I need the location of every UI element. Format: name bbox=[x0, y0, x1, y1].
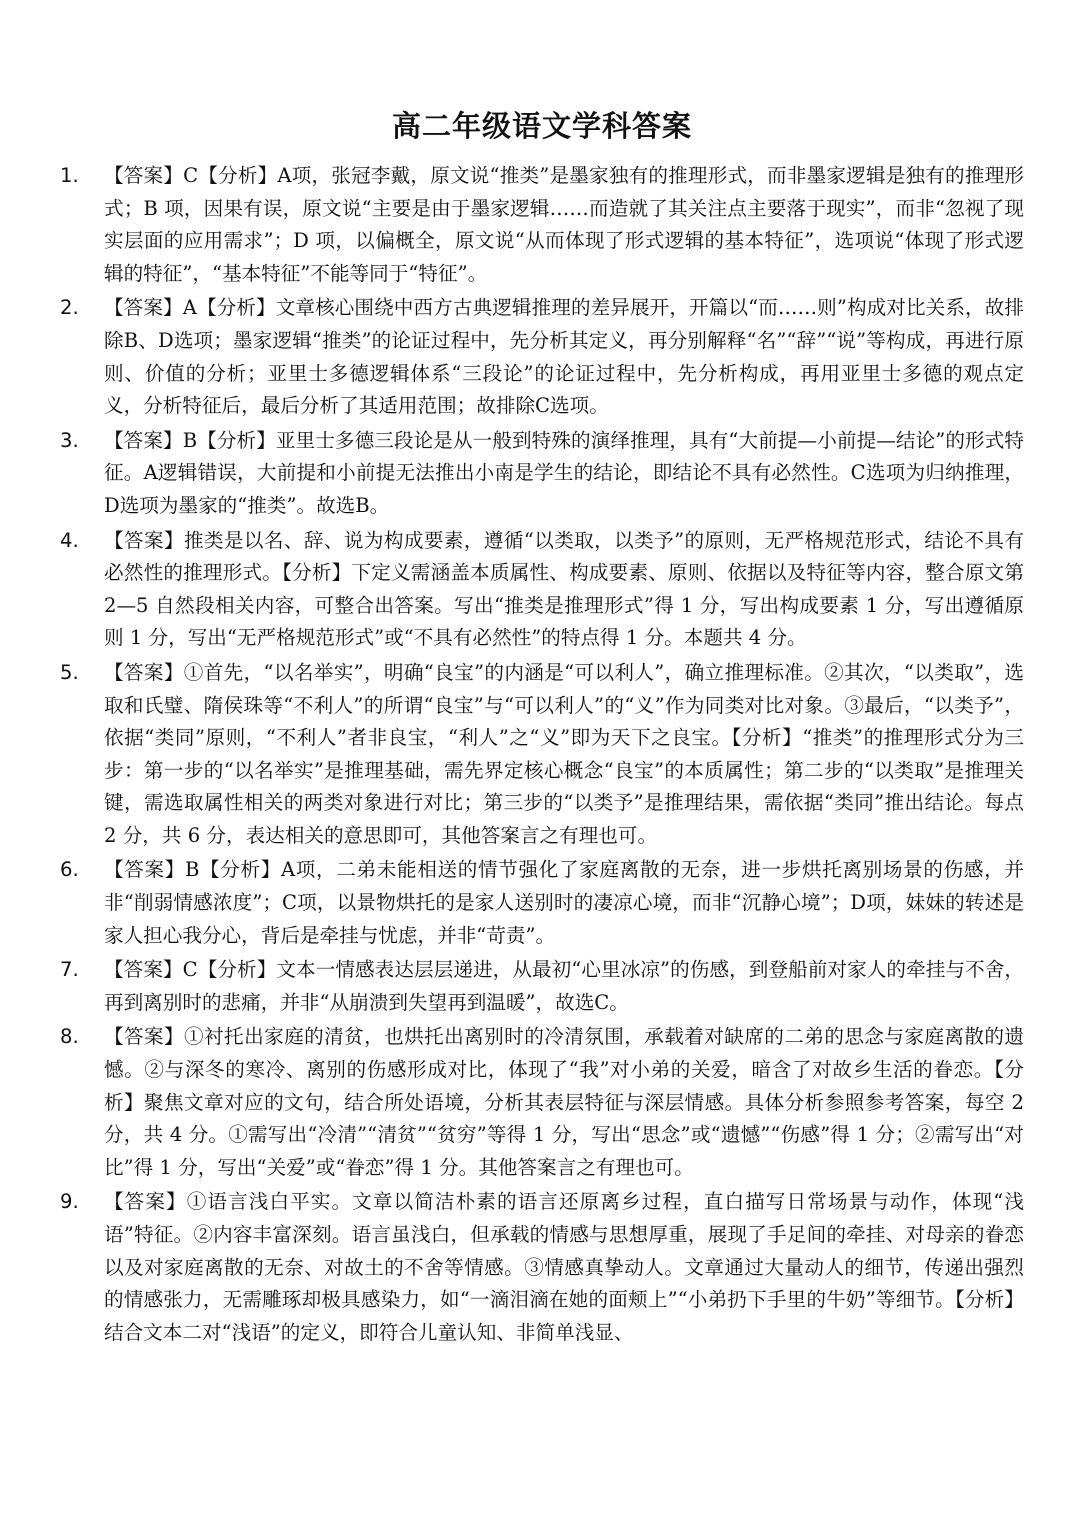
answer-number: 1. bbox=[60, 164, 79, 187]
answer-text: 【答案】①语言浅白平实。文章以简洁朴素的语言还原离乡过程，直白描写日常场景与动作，体现“浅语”特征。②内容丰富深刻。语言虽浅白，但承载的情感与思想厚重，展现了手足间的牵挂、对母亲的眷恋以及对家庭离散的无奈、对故土的不舍等情感。③情感真挚动人。文章通过大量动人的细节，传递出强烈的情感张力，无需雕琢却极具感染力，如“一滴泪滴在她的面颊上”“小弟扔下手里的牛奶”等细节。【分析】结合文本二对“浅语”的定义，即符合儿童认知、非简单浅显、 bbox=[104, 1190, 1024, 1344]
answer-item-7 bbox=[60, 954, 1024, 1019]
answer-item-2 bbox=[60, 292, 1024, 422]
answer-number: 5. bbox=[60, 660, 79, 684]
answer-text: 【答案】推类是以名、辞、说为构成要素，遵循“以类取，以类予”的原则，无严格规范形式，结论不具有必然性的推理形式。【分析】下定义需涵盖本质属性、构成要素、原则、依据以及特征等内容，整合原文第 2—5 自然段相关内容，可整合出答案。写出“推类是推理形式”得 1 分，写出构成要素 1 分，写出遵循原则 1 分，写出“无严格规范形式”或“不具有必然性”的特点得 1 分。本题共 4 分。 bbox=[104, 528, 1024, 650]
answer-number: 4. bbox=[60, 528, 79, 552]
answer-item-5 bbox=[60, 657, 1024, 853]
answer-list bbox=[60, 160, 1024, 1349]
answer-number: 3. bbox=[60, 428, 79, 452]
answer-text: 【答案】A【分析】文章核心围绕中西方古典逻辑推理的差异展开，开篇以“而……则”构成对比关系，故排除B、D选项；墨家逻辑“推类”的论证过程中，先分析其定义，再分别解释“名”“辞”“说”等构成，再进行原则、价值的分析；亚里士多德逻辑体系“三段论”的论证过程中，先分析构成，再用亚里士多德的观点定义，分析特征后，最后分析了其适用范围；故排除C选项。 bbox=[104, 296, 1024, 418]
answer-item-1 bbox=[60, 160, 1024, 290]
answer-number: 6. bbox=[60, 858, 79, 882]
answer-text: 【答案】B【分析】A项，二弟未能相送的情节强化了家庭离散的无奈，进一步烘托离别场景的伤感，并非“削弱情感浓度”；C项，以景物烘托的是家人送别时的凄凉心境，而非“沉静心境”；D项，妹妹的转述是家人担心我分心，背后是牵挂与忧虑，并非“苛责”。 bbox=[104, 858, 1024, 947]
answer-text: 【答案】C【分析】A项，张冠李戴，原文说“推类”是墨家独有的推理形式，而非墨家逻辑是独有的推理形式；B 项，因果有误，原文说“主要是由于墨家逻辑……而造就了其关注点主要落于现实”，而非“忽视了现实层面的应用需求”；D 项，以偏概全，原文说“从而体现了形式逻辑的基本特征”，选项说“体现了形式逻辑的特征”，“基本特征”不能等同于“特征”。 bbox=[104, 164, 1024, 285]
answer-item-9 bbox=[60, 1186, 1024, 1349]
answer-item-4 bbox=[60, 525, 1024, 655]
answer-text: 【答案】①衬托出家庭的清贫，也烘托出离别时的冷清氛围，承载着对缺席的二弟的思念与家庭离散的遗憾。②与深冬的寒冷、离别的伤感形成对比，体现了“我”对小弟的关爱，暗含了对故乡生活的眷恋。【分析】聚焦文章对应的文句，结合所处语境，分析其表层特征与深层情感。具体分析参照参考答案，每空 2 分，共 4 分。①需写出“冷清”“清贫”“贫穷”等得 1 分，写出“思念”或“遗憾”“伤感”得 1 分；②需写出“对比”得 1 分，写出“关爱”或“眷恋”得 1 分。其他答案言之有理也可。 bbox=[104, 1025, 1024, 1179]
answer-item-6 bbox=[60, 854, 1024, 952]
answer-number: 8. bbox=[60, 1025, 79, 1049]
page-title: 高二年级语文学科答案 bbox=[391, 109, 692, 143]
answer-text: 【答案】①首先，“以名举实”，明确“良宝”的内涵是“可以利人”，确立推理标准。②其次，“以类取”，选取和氏璧、隋侯珠等“不利人”的所谓“良宝”与“可以利人”的“义”作为同类对比对象。③最后，“以类予”，依据“类同”原则，“不利人”者非良宝，“利人”之“义”即为天下之良宝。【分析】“推类”的推理形式分为三步：第一步的“以名举实”是推理基础，需先界定核心概念“良宝”的本质属性；第二步的“以类取”是推理关键，需选取属性相关的两类对象进行对比；第三步的“以类予”是推理结果，需依据“类同”推出结论。每点 2 分，共 6 分，表达相关的意思即可，其他答案言之有理也可。 bbox=[104, 660, 1024, 847]
answer-number: 9. bbox=[60, 1190, 79, 1214]
answer-item-8 bbox=[60, 1021, 1024, 1184]
answer-item-3 bbox=[60, 425, 1024, 523]
answer-number: 7. bbox=[60, 958, 79, 982]
answer-number: 2. bbox=[60, 296, 79, 320]
answer-text: 【答案】C【分析】文本一情感表达层层递进，从最初“心里冰凉”的伤感，到登船前对家人的牵挂与不舍，再到离别时的悲痛，并非“从崩溃到失望再到温暖”，故选C。 bbox=[104, 958, 1024, 1014]
answer-text: 【答案】B【分析】亚里士多德三段论是从一般到特殊的演绎推理，具有“大前提—小前提—结论”的形式特征。A逻辑错误，大前提和小前提无法推出小南是学生的结论，即结论不具有必然性。C选项为归纳推理，D选项为墨家的“推类”。故选B。 bbox=[104, 428, 1024, 517]
